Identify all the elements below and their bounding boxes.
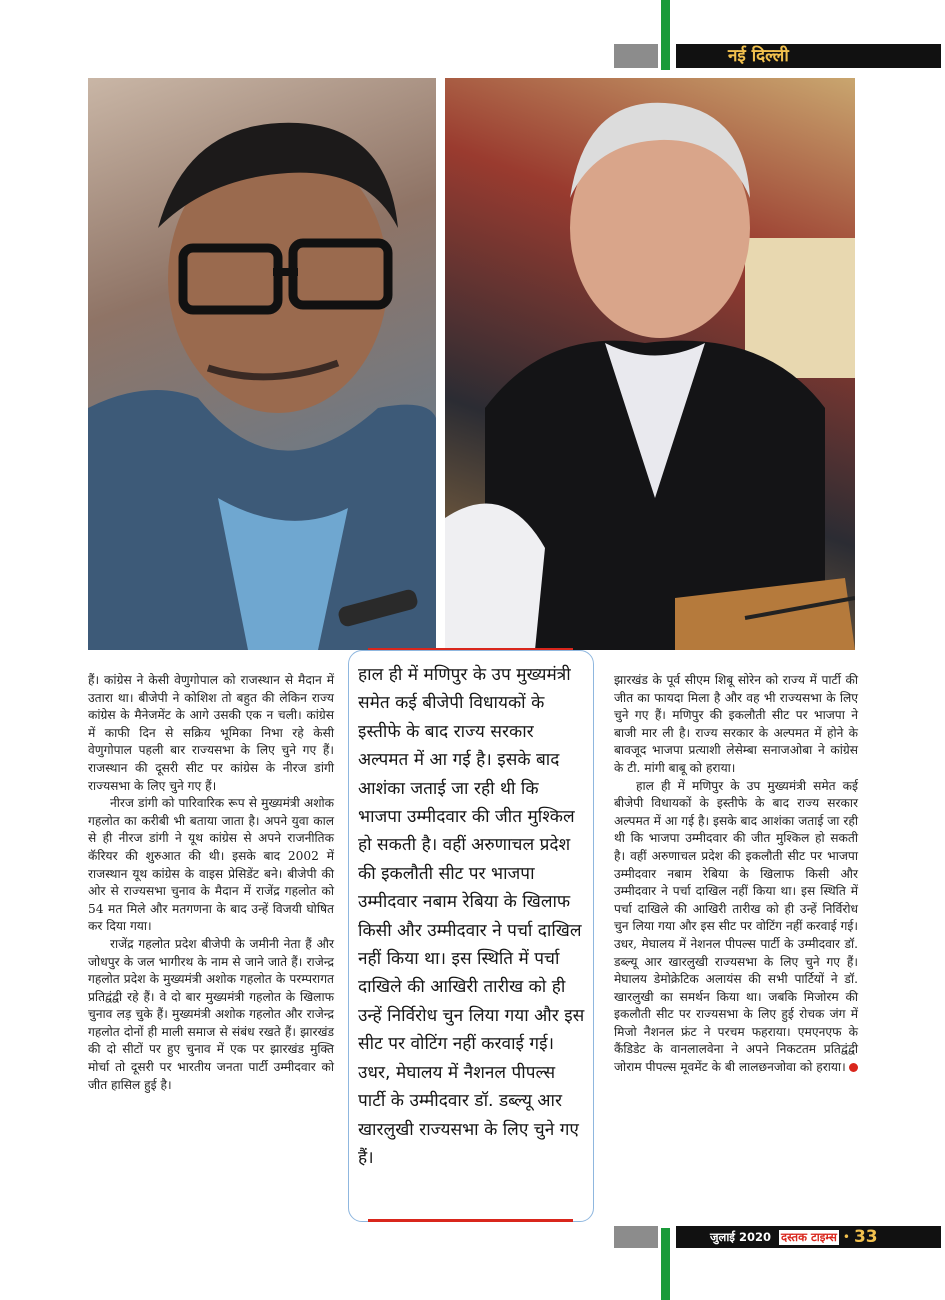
left-paragraph-1: हैं। कांग्रेस ने केसी वेणुगोपाल को राजस्थान से मैदान में उतारा था। बीजेपी ने कोशिश तो बहुत की लेकिन राज्य कांग्रेस के मैनेजमेंट के आगे उसकी एक न चली। कांग्रेस में काफी दिन से सक्रिय भूमिका निभा रहे केसी वेणुगोपाल पहली बार राज्यसभा के लिए चुने गए हैं। राजस्थान की दूसरी सीट पर कांग्रेस के नीरज डांगी राज्यसभा के लिए चुने गए हैं।: [88, 673, 334, 793]
left-article-column: [88, 672, 334, 1094]
end-mark-icon: [849, 1063, 858, 1072]
left-paragraph-3: राजेंद्र गहलोत प्रदेश बीजेपी के जमीनी नेता हैं और जोधपुर के जल भागीरथ के नाम से जाने जाते हैं। राजेन्द्र गहलोत प्रदेश के मुख्यमंत्री अशोक गहलोत के परम्परागत प्रतिद्वंद्वी रहे हैं। वे दो बार मुख्यमंत्री गहलोत के खिलाफ चुनाव लड़ चुके हैं। मुख्यमंत्री अशोक गहलोत और राजेन्द्र गहलोत दोनों ही माली समाज से संबंध रखते हैं। झारखंड की दो सीटों पर हुए चुनाव में एक पर झारखंड मुक्ति मोर्चा तो दूसरी पर भारतीय जनता पार्टी उम्मीदवार को जीत हासिल हुई है।: [88, 936, 334, 1092]
footer-date: जुलाई 2020: [710, 1229, 771, 1244]
bullet-icon: •: [842, 1230, 850, 1244]
header-gray-block: [614, 44, 658, 68]
pull-quote-box: [348, 650, 594, 1222]
photo-left: [88, 78, 436, 650]
footer-gray-block: [614, 1226, 658, 1248]
photo-right: [445, 78, 855, 650]
right-paragraph-1: झारखंड के पूर्व सीएम शिबू सोरेन को राज्य में पार्टी की जीत का फायदा मिला है और वह भी राज्यसभा के लिए चुने गए हैं। मणिपुर की इकलौती सीट पर भाजपा ने बाजी मार ली है। राज्य सरकार के अल्पमत में होने के बावजूद भाजपा प्रत्याशी लेसेम्बा सनाजओबा ने कांग्रेस के टी. मांगी बाबू को हराया।: [614, 673, 858, 775]
right-article-column: [614, 672, 858, 1077]
footer-bar: [676, 1226, 941, 1248]
man-with-glasses-figure: [88, 78, 436, 650]
pull-quote-text: हाल ही में मणिपुर के उप मुख्यमंत्री समेत कई बीजेपी विधायकों के इस्तीफे के बाद राज्य सरकार अल्पमत में आ गई है। इसके बाद आशंका जताई जा रही थी कि भाजपा उम्मीदवार की जीत मुश्किल हो सकती है। वहीं अरुणाचल प्रदेश की इकलौती सीट पर भाजपा उम्मीदवार नबाम रेबिया के खिलाफ किसी और उम्मीदवार ने पर्चा दाखिल नहीं किया था। इस स्थिति में पर्चा दाखिले की आखिरी तारीख को ही उन्हें निर्विरोध चुन लिया गया और इस सीट पर वोटिंग नहीं करवाई गई। उधर, मेघालय में नैशनल पीपल्स पार्टी के उम्मीदवार डॉ. डब्ल्यू आर खारलुखी राज्यसभा के लिए चुने गए हैं।: [358, 665, 585, 1168]
top-green-bar: [661, 0, 670, 70]
magazine-logo: दस्तक टाइम्स: [780, 1229, 837, 1244]
man-in-black-vest-figure: [445, 78, 855, 650]
pull-quote-bottom-rule: [368, 1219, 573, 1222]
section-banner: [676, 44, 941, 68]
right-paragraph-2-text: हाल ही में मणिपुर के उप मुख्यमंत्री समेत कई बीजेपी विधायकों के इस्तीफे के बाद राज्य सरकार अल्पमत में आ गई है। इसके बाद आशंका जताई जा रही थी कि भाजपा उम्मीदवार की जीत मुश्किल हो सकती है। वहीं अरुणाचल प्रदेश की इकलौती सीट पर भाजपा उम्मीदवार नबाम रेबिया के खिलाफ किसी और उम्मीदवार ने पर्चा दाखिल नहीं किया था। इस स्थिति में पर्चा दाखिले की आखिरी तारीख को ही उन्हें निर्विरोध चुन लिया गया और इस सीट पर वोटिंग नहीं करवाई गई। उधर, मेघालय में नेशनल पीपल्स पार्टी के उम्मीदवार डॉ. डब्ल्यू आर खारलुखी राज्यसभा के लिए चुने गए हैं। मेघालय डेमोक्रेटिक अलायंस की सभी पार्टियों ने डॉ. खारलुखी का समर्थन किया था। जबकि मिजोरम की इकलौती सीट पर राज्यसभा के लिए हुई रोचक जंग में मिजो नैशनल फ्रंट ने परचम फहराया। एमएनएफ के कैंडिडेट के वानलालवेना ने अपने निकटतम प्रतिद्वंद्वी जोराम पीपल्स मूवमेंट के बी लालछनजोवा को हराया।: [614, 778, 858, 1075]
section-title: नई दिल्ली: [728, 46, 789, 66]
right-paragraph-2: [614, 778, 858, 1077]
page-number: 33: [853, 1227, 878, 1247]
bottom-green-bar: [661, 1228, 670, 1300]
left-paragraph-2: नीरज डांगी को पारिवारिक रूप से मुख्यमंत्री अशोक गहलोत का करीबी भी बताया जाता है। अपने युवा काल से ही नीरज डांगी ने यूथ कांग्रेस से अपने राजनीतिक कॅरियर की शुरुआत की थी। इसके बाद 2002 में राजस्थान यूथ कांग्रेस के वाइस प्रेसिडेंट बने। बीजेपी की ओर से राज्यसभा चुनाव के मैदान में राजेंद्र गहलोत को 54 मत मिले और मतगणना के बाद उन्हें विजयी घोषित कर दिया गया।: [88, 796, 334, 934]
